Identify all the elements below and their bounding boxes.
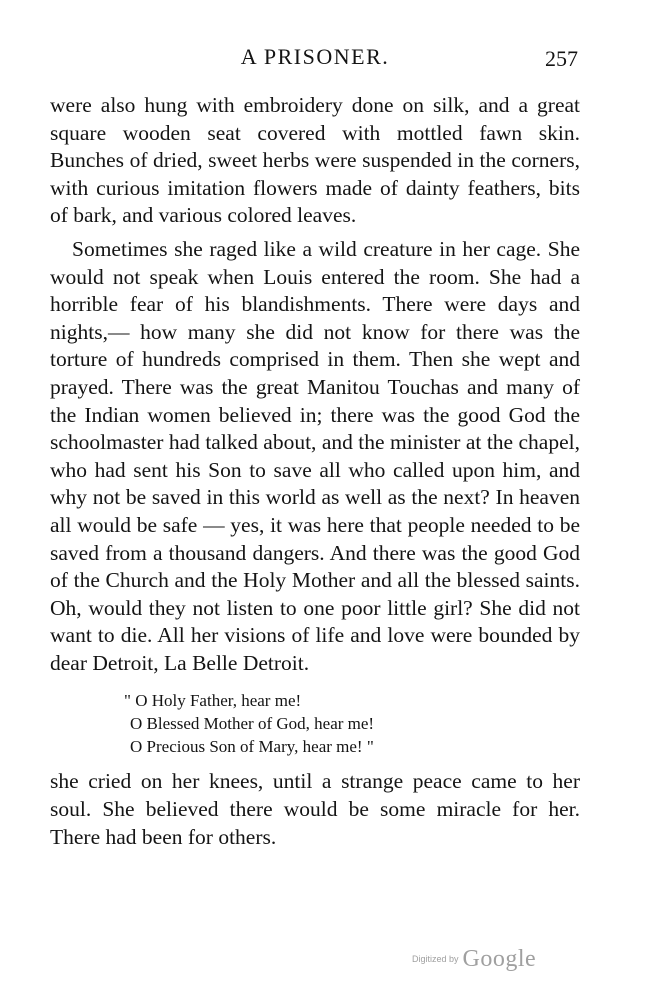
digitization-watermark bbox=[412, 946, 536, 976]
running-head bbox=[52, 44, 578, 74]
body-text bbox=[50, 92, 580, 851]
page-number: 257 bbox=[545, 46, 578, 71]
paragraph-continued: were also hung with embroidery done on silk, and a great square wooden seat covered with mottled fawn skin. Bunches of dried, sweet herbs were suspended in the corners, with curious imitation flowers made of dainty feathers, bits of bark, and various colored leaves. bbox=[50, 93, 580, 228]
watermark-prefix: Digitized by bbox=[412, 954, 459, 964]
running-title: A PRISONER. bbox=[240, 44, 390, 69]
paragraph-closing: she cried on her knees, until a strange peace came to her soul. She believed there would be some miracle for her. There had been for others. bbox=[50, 769, 580, 849]
paragraph: Sometimes she raged like a wild creature in her cage. She would not speak when Louis entered the room. She had a horrible fear of his blandishments. There were days and nights,— how many she did not know for there was the torture of hundreds comprised in them. Then she wept and prayed. There was the great Manitou Touchas and many of the Indian women believed in; there was the good God the schoolmaster had talked about, and the minister at the chapel, who had sent his Son to save all who called upon him, and why not be saved in this world as well as the next? In heaven all would be safe — yes, it was here that people needed to be saved from a thousand dangers. And there was the good God of the Church and the Holy Mother and all the blessed saints. Oh, would they not listen to one poor little girl? She did not want to die. All her visions of life and love were bounded by dear Detroit, La Belle Detroit. bbox=[50, 236, 580, 675]
google-logo: Google bbox=[462, 946, 537, 972]
prayer-verse bbox=[124, 689, 580, 758]
verse-line: O Blessed Mother of God, hear me! bbox=[130, 714, 375, 734]
verse-line: O Precious Son of Mary, hear me! " bbox=[130, 737, 374, 757]
verse-line: " O Holy Father, hear me! bbox=[124, 691, 302, 711]
